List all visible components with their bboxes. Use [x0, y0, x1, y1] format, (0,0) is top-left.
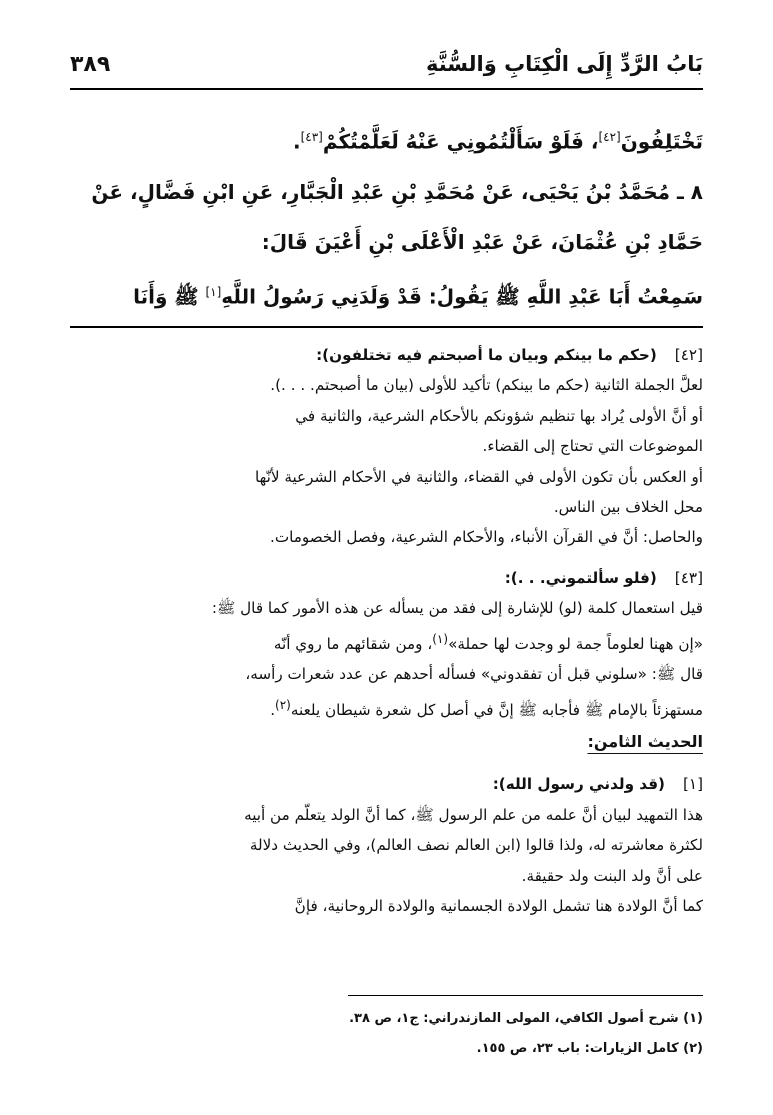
- note-line: أو العكس بأن تكون الأولى في القضاء، والثانية في الأحكام الشرعية لأنّها: [254, 467, 703, 486]
- hadith-text: [70, 112, 703, 321]
- footnote-ref[interactable]: [١]: [205, 284, 222, 299]
- note-heading: [70, 340, 703, 370]
- note-heading: [70, 563, 703, 593]
- footnote-entry: (١) شرح أصول الكافي، المولى المازندراني: ج١، ص ٣٨.: [349, 1011, 703, 1026]
- chapter-title: بَابُ الرَّدِّ إِلَى الْكِتَابِ وَالسُّنَّةِ: [425, 52, 703, 76]
- running-header: [70, 48, 703, 84]
- footnote-ref[interactable]: [٤٢]: [598, 130, 621, 144]
- hadith-line: [70, 267, 703, 322]
- note-line: قال ﷺ: «سلوني قبل أن تفقدوني» فسأله أحدهم عن عدد شعرات رأسه،: [245, 665, 703, 684]
- footnotes: [70, 1004, 703, 1064]
- note-line: كما أنَّ الولادة هنا تشمل الولادة الجسمانية والولادة الروحانية، فإنَّ: [294, 897, 703, 916]
- note-title: (حكم ما بينكم وبيان ما أصبحتم فيه تختلفون):: [316, 346, 657, 364]
- note-line: لعلَّ الجملة الثانية (حكم ما بينكم) تأكيد للأولى (بيان ما أصبحتم. . . .).: [270, 376, 703, 395]
- commentary-divider: [70, 326, 703, 328]
- hadith-line: حَمَّادِ بْنِ عُثْمَانَ، عَنْ عَبْدِ الْأَعْلَى بْنِ أَعْيَنَ قَالَ:: [261, 229, 703, 254]
- footnote-entry: (٢) كامل الزيارات: باب ٢٣، ص ١٥٥.: [476, 1041, 703, 1056]
- note-heading: [70, 769, 703, 799]
- hadith-text-span: تَخْتَلِفُونَ: [620, 129, 703, 154]
- note-line: [70, 690, 703, 725]
- note-line: هذا التمهيد لبيان أنَّ علمه من علم الرسول ﷺ، كما أنَّ الولد يتعلّم من أبيه: [244, 805, 703, 824]
- hadith-text-span: .: [292, 129, 301, 154]
- note-line: محل الخلاف بين الناس.: [553, 498, 703, 517]
- note-number: [٤٢]: [674, 346, 703, 364]
- hadith-line: ٨ ـ مُحَمَّدُ بْنُ يَحْيَى، عَنْ مُحَمَّدِ بْنِ عَبْدِ الْجَبَّارِ، عَنِ ابْنِ فَضَّالٍ، عَنْ: [91, 179, 703, 204]
- note-line: لكثرة معاشرته له، ولذا قالوا (ابن العالم نصف العالم)، وفي الحديث دلالة: [249, 836, 703, 855]
- hadith-text-span: ، فَلَوْ سَأَلْتُمُونِي عَنْهُ لَعَلَّمْتُكُمْ: [322, 129, 599, 154]
- hadith-line: [70, 112, 703, 167]
- page-number: ٣٨٩: [70, 52, 111, 77]
- note-title: (قد ولدني رسول الله):: [492, 775, 665, 794]
- note-number: [٤٣]: [674, 568, 703, 587]
- hadith-text-span: سَمِعْتُ أَبَا عَبْدِ اللَّهِ ﷺ يَقُولُ: قَدْ وَلَدَنِي رَسُولُ اللَّهِ: [221, 284, 703, 309]
- note-line: [70, 624, 703, 659]
- note-number: [١]: [682, 775, 703, 794]
- note-text: .: [270, 700, 276, 719]
- note-line: على أنَّ ولد البنت ولد حقيقة.: [521, 866, 703, 885]
- header-rule: [70, 88, 703, 90]
- note-line: والحاصل: أنَّ في القرآن الأنباء، والأحكام الشرعية، وفصل الخصومات.: [270, 528, 703, 547]
- footnote-ref[interactable]: [٤٣]: [300, 130, 323, 144]
- commentary: [70, 340, 703, 921]
- section-heading: الحديث الثامن:: [587, 732, 703, 751]
- note-text: ، ومن شقائهم ما روي أنّه: [273, 634, 433, 653]
- footnote-divider: [348, 995, 703, 996]
- note-text: مستهزئاً بالإمام ﷺ فأجابه ﷺ إنَّ في أصل كل شعرة شيطان يلعنه: [290, 700, 703, 719]
- note-line: الموضوعات التي تحتاج إلى القضاء.: [482, 437, 703, 456]
- note-title: (فلو سألتموني. . .):: [504, 568, 657, 587]
- note-line: أو أنَّ الأولى يُراد بها تنظيم شؤونكم بالأحكام الشرعية، والثانية في: [295, 406, 703, 425]
- note-text: «إن ههنا لعلوماً جمة لو وجدت لها حملة»: [448, 634, 703, 653]
- hadith-text-span: ﷺ وَأَنَا: [133, 284, 199, 309]
- footnote-ref[interactable]: (١): [432, 631, 449, 646]
- footnote-ref[interactable]: (٢): [275, 697, 291, 712]
- note-line: قيل استعمال كلمة (لو) للإشارة إلى فقد من يسأله عن هذه الأمور كما قال ﷺ:: [211, 599, 703, 618]
